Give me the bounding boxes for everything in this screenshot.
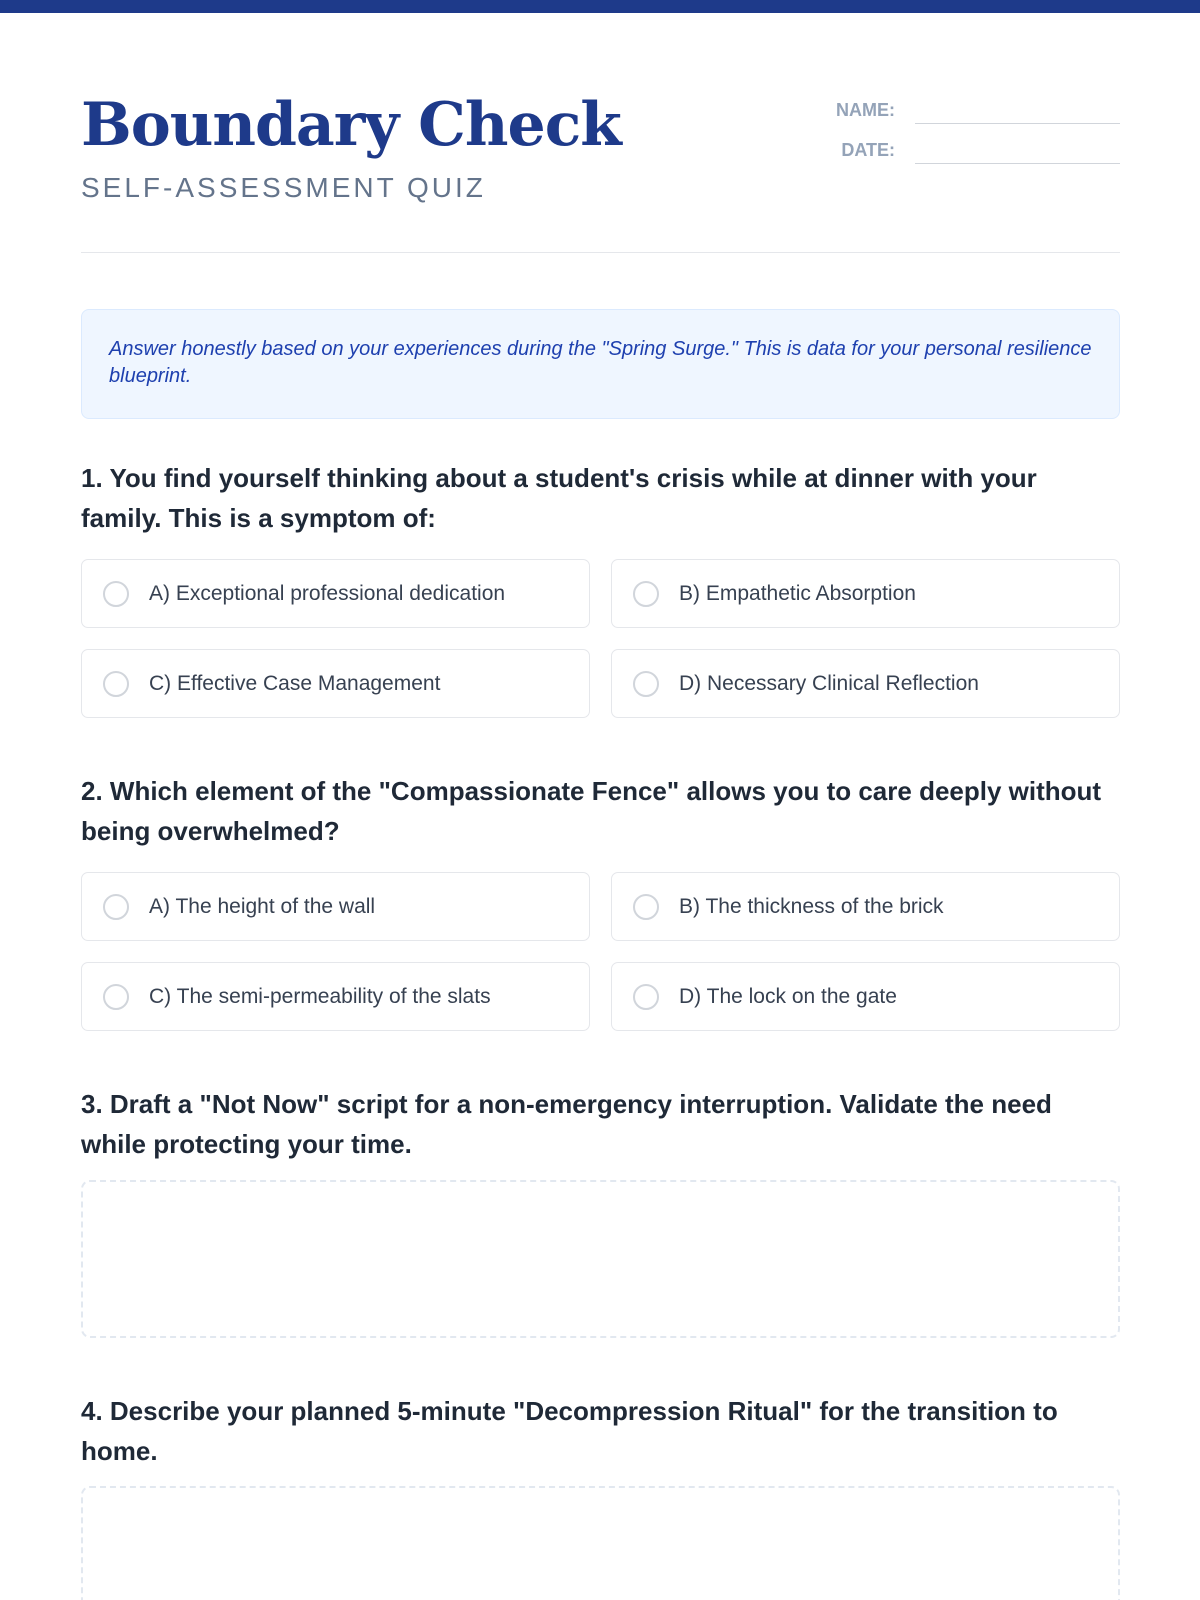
radio-button[interactable] (633, 671, 659, 697)
page-subtitle: SELF-ASSESSMENT QUIZ (81, 172, 486, 203)
quiz-header (81, 88, 1120, 253)
name-label: NAME: (836, 100, 895, 120)
instructions-text: Answer honestly based on your experiences during the "Spring Surge." This is data for your personal resilience blueprint. (109, 338, 1092, 387)
question-2-option-a[interactable] (81, 872, 590, 941)
question-2-option-c[interactable] (81, 962, 590, 1031)
option-label: A) Exceptional professional dedication (149, 581, 506, 605)
instructions-box (81, 309, 1120, 419)
radio-button[interactable] (103, 984, 129, 1010)
question-4-answer-box[interactable] (81, 1486, 1120, 1600)
option-label: B) The thickness of the brick (679, 894, 944, 918)
question-4 (81, 1391, 1120, 1471)
question-3-text: 3. Draft a "Not Now" script for a non-emergency interruption. Validate the need while protecting your time. (81, 1089, 1052, 1159)
question-4-text: 4. Describe your planned 5-minute "Decompression Ritual" for the transition to home. (81, 1396, 1058, 1466)
option-label: A) The height of the wall (149, 894, 376, 918)
question-2-option-b[interactable] (611, 872, 1120, 941)
option-label: D) The lock on the gate (679, 984, 897, 1008)
question-1-option-c[interactable] (81, 649, 590, 718)
question-1-text: 1. You find yourself thinking about a student's crisis while at dinner with your family. This is a symptom of: (81, 463, 1037, 533)
option-label: C) Effective Case Management (149, 671, 441, 695)
date-field[interactable] (915, 136, 1120, 164)
radio-button[interactable] (633, 581, 659, 607)
page-title: Boundary Check (81, 90, 621, 160)
option-label: C) The semi-permeability of the slats (149, 984, 491, 1008)
radio-button[interactable] (103, 894, 129, 920)
question-2-text: 2. Which element of the "Compassionate Fence" allows you to care deeply without being overwhelmed? (81, 776, 1102, 846)
question-3 (81, 1084, 1120, 1164)
radio-button[interactable] (103, 671, 129, 697)
question-3-answer-box[interactable] (81, 1180, 1120, 1338)
top-accent-bar (0, 0, 1200, 13)
name-field[interactable] (915, 96, 1120, 124)
question-2-option-d[interactable] (611, 962, 1120, 1031)
option-label: D) Necessary Clinical Reflection (679, 671, 979, 695)
question-1 (81, 458, 1120, 538)
question-1-option-d[interactable] (611, 649, 1120, 718)
radio-button[interactable] (633, 894, 659, 920)
question-1-option-a[interactable] (81, 559, 590, 628)
radio-button[interactable] (633, 984, 659, 1010)
question-2 (81, 771, 1120, 851)
question-1-option-b[interactable] (611, 559, 1120, 628)
radio-button[interactable] (103, 581, 129, 607)
date-label: DATE: (841, 140, 895, 160)
date-row (731, 136, 1120, 164)
name-row (731, 96, 1120, 124)
option-label: B) Empathetic Absorption (679, 581, 916, 605)
